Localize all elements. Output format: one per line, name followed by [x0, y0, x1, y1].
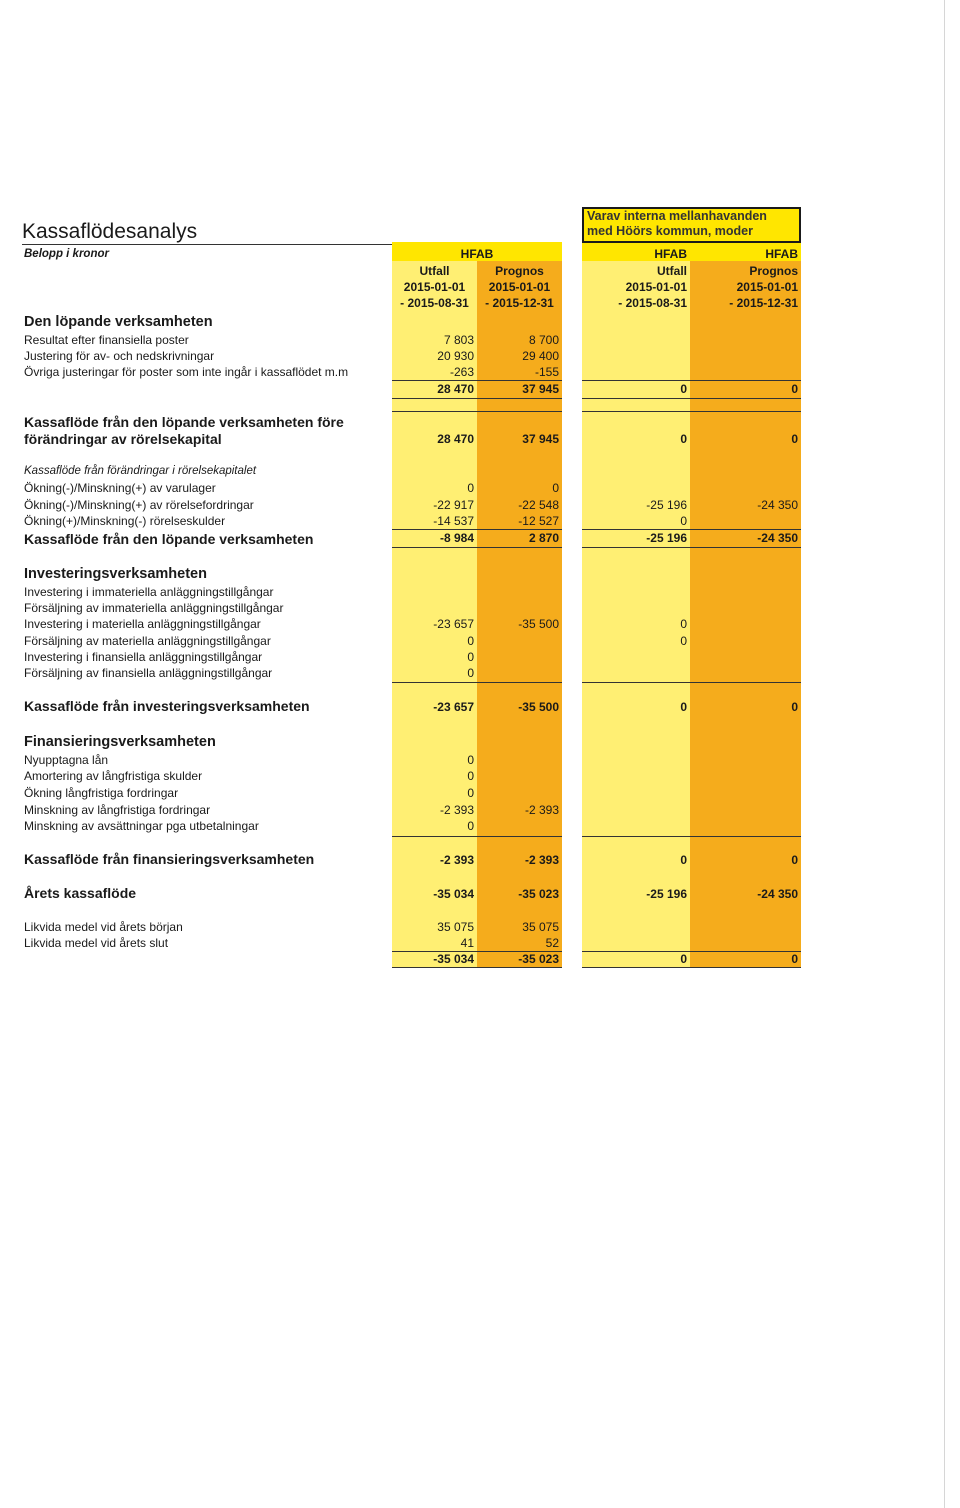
cell-utfall: 20 930: [437, 349, 474, 363]
row-label: Likvida medel vid årets slut: [24, 936, 169, 950]
cell-investering-varav-utfall: 0: [680, 700, 687, 714]
cell-sum-varav-prognos: 0: [791, 382, 798, 396]
varav-header-box: [582, 207, 801, 243]
cell-diff-utfall: -35 034: [433, 952, 474, 966]
cell-finansiering-prognos: -2 393: [524, 853, 559, 867]
subtotal-label-finansiering: Kassaflöde från finansieringsverksamheten: [24, 851, 315, 867]
cell-varav-utfall: -25 196: [646, 498, 687, 512]
cell-prognos: -2 393: [524, 803, 559, 817]
cell-arets-utfall: -35 034: [433, 887, 474, 901]
header-varav-prognos: Prognos: [749, 264, 798, 278]
row-label: Resultat efter finansiella poster: [24, 333, 189, 347]
cell-investering-varav-prognos: 0: [791, 700, 798, 714]
cell-utfall: -22 917: [433, 498, 474, 512]
cell-prognos: 0: [552, 481, 559, 495]
total-rule: [582, 967, 801, 968]
cell-finansiering-varav-prognos: 0: [791, 853, 798, 867]
cell-utfall: 41: [460, 936, 474, 950]
page-edge-line: [944, 0, 945, 1508]
subtotal-label-investering: Kassaflöde från investeringsverksamheten: [24, 698, 310, 714]
cell-prognos: -35 500: [518, 617, 559, 631]
row-label: Ökning långfristiga fordringar: [24, 786, 179, 800]
section-investering: Investeringsverksamheten: [24, 566, 207, 582]
cell-sum-varav-utfall: 0: [680, 382, 687, 396]
row-label: Investering i finansiella anläggningstillgångar: [24, 650, 263, 664]
row-label: Likvida medel vid årets början: [24, 920, 183, 934]
cell-finansiering-utfall: -2 393: [439, 853, 474, 867]
cell-lopande-utfall: -8 984: [439, 531, 474, 545]
subtotal-rule: [392, 411, 562, 412]
section-lopande: Den löpande verksamheten: [24, 314, 213, 330]
cell-utfall: 0: [467, 650, 474, 664]
subtotal-rule: [582, 547, 801, 548]
subtotal-rule: [392, 682, 562, 683]
cell-prognos: 8 700: [528, 333, 559, 347]
cell-prognos: -12 527: [518, 514, 559, 528]
subtotal-rule: [582, 529, 801, 530]
row-label: Försäljning av materiella anläggningstillgångar: [24, 634, 271, 648]
header-varav-prognos-to: - 2015-12-31: [729, 296, 798, 310]
section-finansiering: Finansieringsverksamheten: [24, 734, 216, 750]
cell-utfall: 0: [467, 769, 474, 783]
total-label-arets: Årets kassaflöde: [24, 885, 137, 901]
cell-varav-prognos: -24 350: [757, 498, 798, 512]
row-label: Försäljning av finansiella anläggningstillgångar: [24, 666, 273, 680]
sum-rule: [392, 380, 562, 381]
cell-diff-varav-prognos: 0: [791, 952, 798, 966]
subtotal-rule: [582, 836, 801, 837]
title-underline: [22, 244, 392, 245]
subtotal-rule: [392, 836, 562, 837]
subtotal-rule: [582, 682, 801, 683]
section-forandringar: Kassaflöde från förändringar i rörelsekapitalet: [24, 465, 257, 477]
cell-utfall: 0: [467, 786, 474, 800]
row-label: Ökning(-)/Minskning(+) av rörelsefordringar: [24, 498, 254, 512]
subtotal-label-fore-line-1: Kassaflöde från den löpande verksamheten före: [24, 414, 344, 430]
cell-diff-varav-utfall: 0: [680, 952, 687, 966]
header-prognos: Prognos: [495, 264, 544, 278]
cell-prognos: -22 548: [518, 498, 559, 512]
page-subtitle: Belopp i kronor: [24, 248, 109, 260]
cell-fore-prognos: 37 945: [522, 432, 559, 446]
row-label: Minskning av långfristiga fordringar: [24, 803, 211, 817]
cell-varav-utfall: 0: [680, 617, 687, 631]
cell-investering-utfall: -23 657: [433, 700, 474, 714]
row-label: Försäljning av immateriella anläggningstillgångar: [24, 601, 284, 615]
header-utfall: Utfall: [419, 264, 450, 278]
header-prognos-from: 2015-01-01: [488, 280, 551, 294]
cell-arets-prognos: -35 023: [518, 887, 559, 901]
cell-arets-varav-utfall: -25 196: [646, 887, 687, 901]
row-label: Minskning av avsättningar pga utbetalningar: [24, 819, 259, 833]
cell-utfall: 0: [467, 666, 474, 680]
header-entity: HFAB: [460, 247, 494, 261]
row-label: Justering för av- och nedskrivningar: [24, 349, 215, 363]
cell-utfall: 0: [467, 634, 474, 648]
subtotal-rule: [392, 547, 562, 548]
header-prognos-to: - 2015-12-31: [485, 296, 554, 310]
subtotal-rule: [392, 529, 562, 530]
header-varav-prognos-from: 2015-01-01: [736, 280, 798, 294]
header-varav-entity-1: HFAB: [654, 247, 687, 261]
cell-utfall: -263: [449, 365, 474, 379]
cell-prognos: -155: [534, 365, 559, 379]
sum-rule: [392, 398, 562, 399]
cell-prognos: 52: [545, 936, 559, 950]
row-label: Nyupptagna lån: [24, 753, 109, 767]
cell-prognos: 29 400: [522, 349, 559, 363]
cell-utfall: 0: [467, 481, 474, 495]
cell-varav-utfall: 0: [680, 514, 687, 528]
header-varav-utfall-from: 2015-01-01: [625, 280, 687, 294]
header-utfall-from: 2015-01-01: [403, 280, 466, 294]
cell-utfall: -2 393: [439, 803, 474, 817]
cell-sum-utfall: 28 470: [437, 382, 474, 396]
cell-prognos: 35 075: [522, 920, 559, 934]
cell-utfall: 0: [467, 753, 474, 767]
row-label: Investering i materiella anläggningstillgångar: [24, 617, 261, 631]
page-title: Kassaflödesanalys: [22, 220, 198, 243]
subtotal-label-fore-line-2: förändringar av rörelsekapital: [24, 431, 222, 447]
subtotal-label-lopande: Kassaflöde från den löpande verksamheten: [24, 531, 314, 547]
header-varav-entity-2: HFAB: [765, 247, 798, 261]
cell-arets-varav-prognos: -24 350: [757, 887, 798, 901]
cell-lopande-varav-utfall: -25 196: [646, 531, 687, 545]
varav-header-line-2: med Höörs kommun, moder: [587, 224, 753, 238]
subtotal-rule: [582, 411, 801, 412]
cell-lopande-prognos: 2 870: [528, 531, 559, 545]
cell-sum-prognos: 37 945: [522, 382, 559, 396]
total-rule: [392, 967, 562, 968]
row-label: Investering i immateriella anläggningstillgångar: [24, 585, 274, 599]
cell-varav-utfall: 0: [680, 634, 687, 648]
cell-lopande-varav-prognos: -24 350: [757, 531, 798, 545]
varav-header-line-1: Varav interna mellanhavanden: [587, 209, 767, 223]
row-label: Amortering av långfristiga skulder: [24, 769, 203, 783]
header-varav-utfall-to: - 2015-08-31: [618, 296, 687, 310]
row-label: Ökning(-)/Minskning(+) av varulager: [24, 481, 216, 495]
cell-fore-varav-prognos: 0: [791, 432, 798, 446]
cell-diff-prognos: -35 023: [518, 952, 559, 966]
row-label: Övriga justeringar för poster som inte ingår i kassaflödet m.m: [24, 365, 349, 379]
cell-fore-varav-utfall: 0: [680, 432, 687, 446]
cell-investering-prognos: -35 500: [518, 700, 559, 714]
sum-rule: [582, 398, 801, 399]
cell-finansiering-varav-utfall: 0: [680, 853, 687, 867]
header-utfall-to: - 2015-08-31: [400, 296, 469, 310]
cell-utfall: 35 075: [437, 920, 474, 934]
cell-utfall: 0: [467, 819, 474, 833]
header-varav-utfall: Utfall: [657, 264, 687, 278]
cell-utfall: -23 657: [433, 617, 474, 631]
sum-rule: [582, 380, 801, 381]
row-label: Ökning(+)/Minskning(-) rörelseskulder: [24, 514, 226, 528]
cell-fore-utfall: 28 470: [437, 432, 474, 446]
cell-utfall: -14 537: [433, 514, 474, 528]
cell-utfall: 7 803: [443, 333, 474, 347]
